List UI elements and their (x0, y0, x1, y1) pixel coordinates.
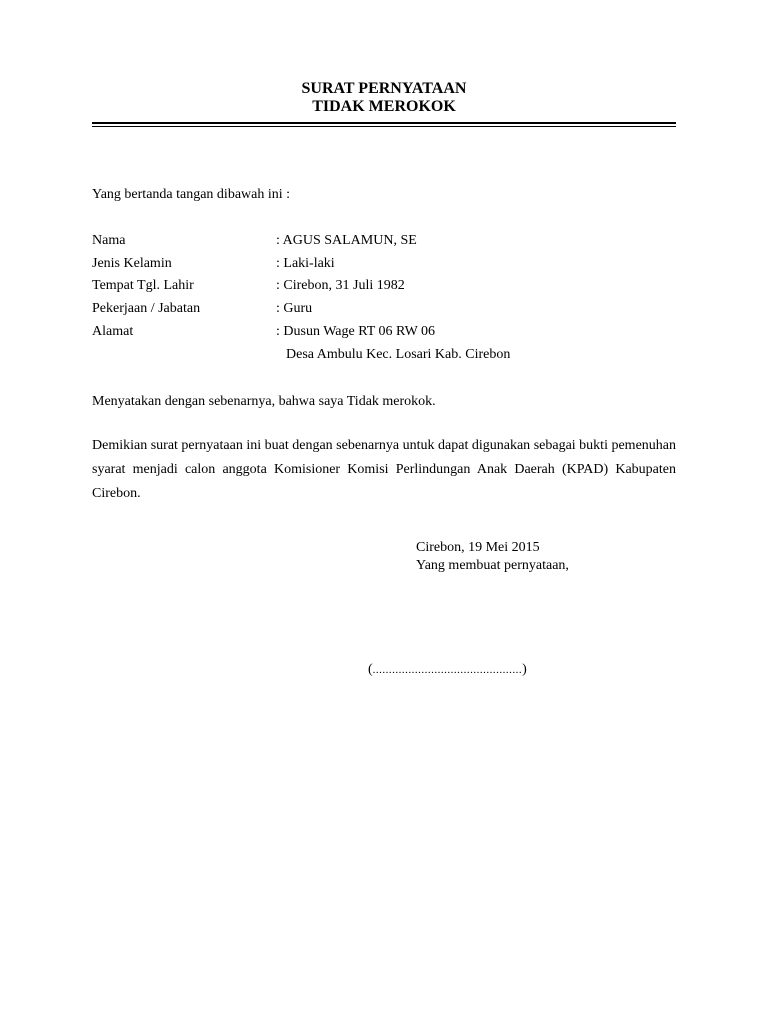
document-title: SURAT PERNYATAAN (301, 80, 467, 97)
statement-text: Menyatakan dengan sebenarnya, bahwa saya Tidak merokok. (92, 394, 436, 409)
label-nama: Nama (92, 233, 126, 248)
closing-paragraph: Demikian surat pernyataan ini buat dengan sebenarnya untuk dapat digunakan sebagai bukti pemenuhan syarat menjadi calon anggota Komisioner Komisi Perlindungan Anak Daerah (KPAD) Kabupaten Cirebon. (92, 438, 676, 501)
header-rule-thick (92, 122, 676, 124)
signature-open-paren: ( (368, 662, 373, 677)
signature-place-date: Cirebon, 19 Mei 2015 (416, 540, 540, 555)
value-alamat-line2: Desa Ambulu Kec. Losari Kab. Cirebon (286, 347, 511, 362)
label-alamat: Alamat (92, 324, 134, 339)
signature-close-paren: ) (522, 662, 527, 677)
label-jenis-kelamin: Jenis Kelamin (92, 256, 172, 271)
value-tempat-tgl-lahir: : Cirebon, 31 Juli 1982 (276, 278, 405, 293)
value-nama: : AGUS SALAMUN, SE (276, 233, 417, 248)
value-jenis-kelamin: : Laki-laki (276, 256, 335, 271)
signature-maker: Yang membuat pernyataan, (416, 558, 569, 573)
intro-text: Yang bertanda tangan dibawah ini : (92, 187, 291, 202)
value-alamat: : Dusun Wage RT 06 RW 06 (276, 324, 436, 339)
label-tempat-tgl-lahir: Tempat Tgl. Lahir (92, 278, 194, 293)
label-pekerjaan: Pekerjaan / Jabatan (92, 301, 201, 316)
signature-line (368, 661, 527, 679)
document-subtitle: TIDAK MEROKOK (312, 98, 456, 115)
value-pekerjaan: : Guru (276, 301, 313, 316)
header-rule-thin (92, 126, 676, 127)
signature-dots: .............................................. (372, 664, 523, 676)
